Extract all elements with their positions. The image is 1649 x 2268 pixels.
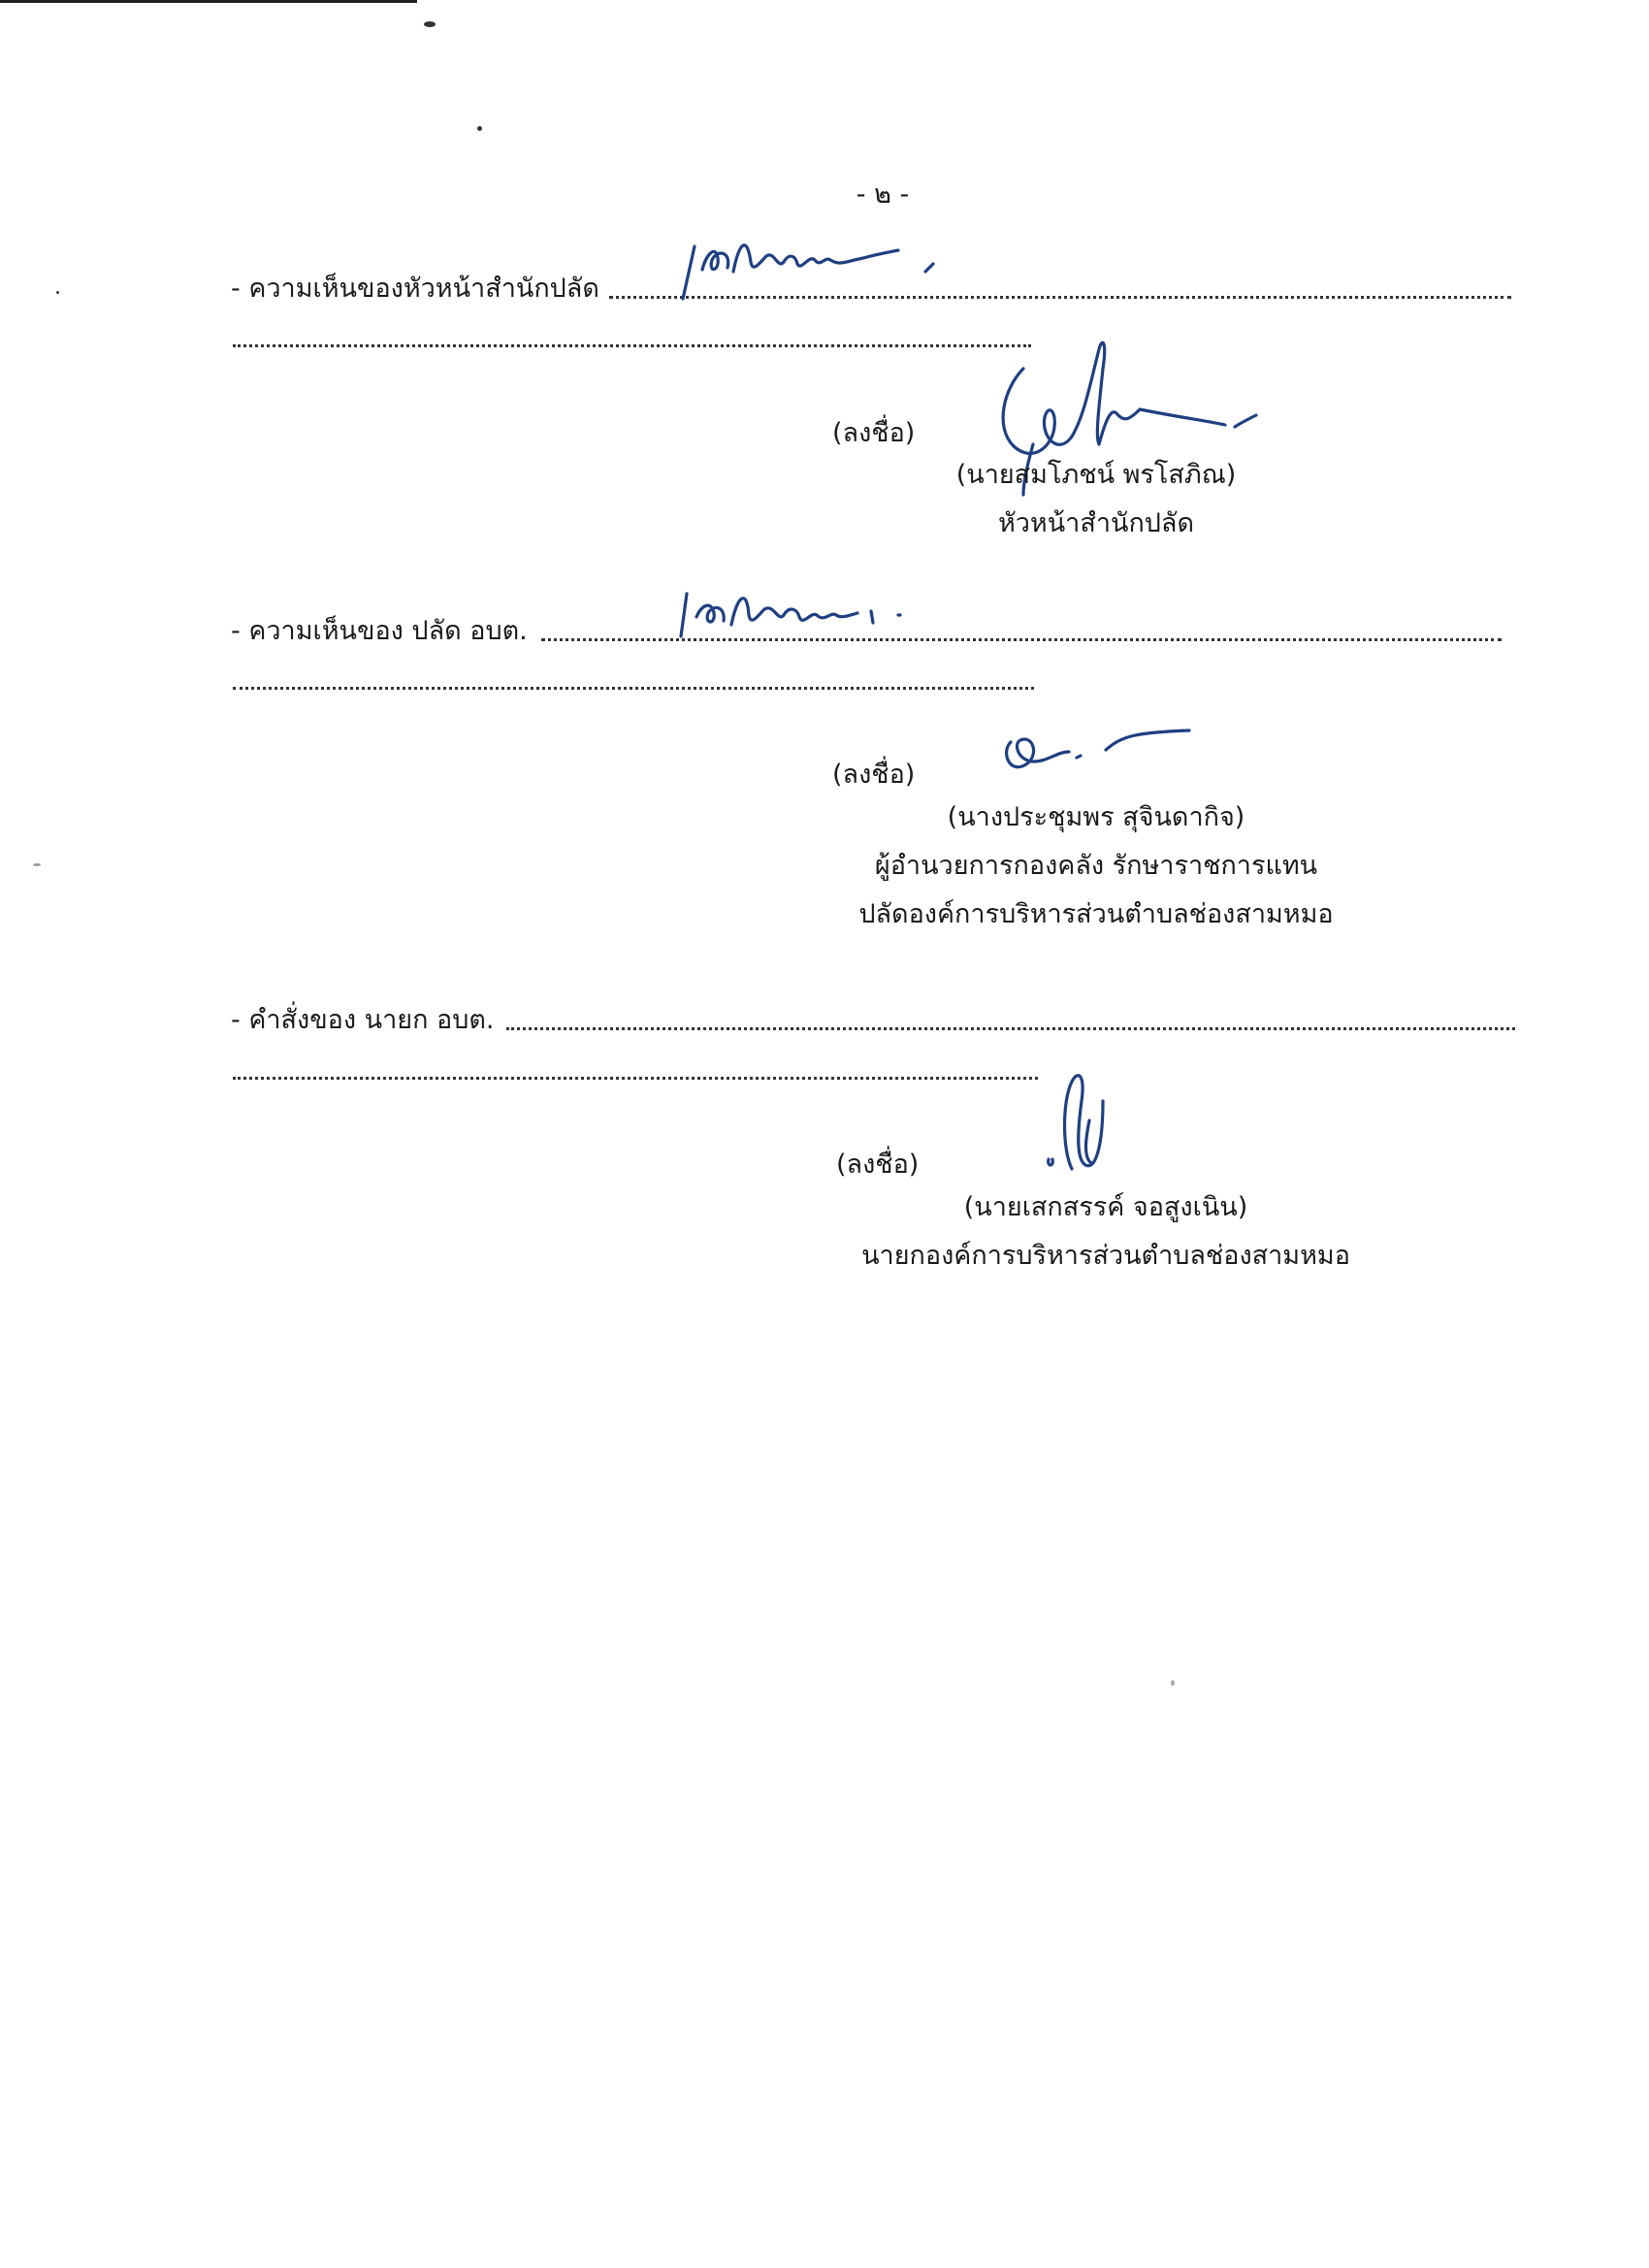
signatory-position: ผู้อำนวยการกองคลัง รักษาราชการแทน	[874, 851, 1318, 881]
sign-label: (ลงชื่อ)	[832, 418, 916, 448]
sign-label: (ลงชื่อ)	[836, 1150, 920, 1180]
signatory-name: (นายเสกสรรค์ จอสูงเนิน)	[963, 1192, 1248, 1222]
signatory-position: หัวหน้าสำนักปลัด	[997, 508, 1195, 538]
signature-deputy	[999, 723, 1193, 781]
scan-speck	[33, 863, 41, 866]
comment-label-deputy: - ความเห็นของ ปลัด อบต.	[231, 616, 528, 646]
handwritten-note-2	[669, 572, 999, 650]
signatory-block-2	[854, 794, 1339, 939]
signatory-name: (นายสมโภชน์ พรโสภิณ)	[955, 460, 1237, 490]
signatory-block-3	[854, 1183, 1358, 1280]
signatory-block-1	[892, 451, 1300, 548]
handwritten-note-1	[669, 213, 999, 310]
order-label-mayor: - คำสั่งของ นายก อบต.	[231, 1005, 495, 1035]
page-number: - ๒ -	[856, 179, 910, 210]
signatory-position: นายกองค์การบริหารส่วนตำบลช่องสามหมอ	[861, 1241, 1350, 1271]
order-dotted-line	[506, 1027, 1515, 1030]
sign-label: (ลงชื่อ)	[832, 760, 916, 790]
scan-speck	[477, 126, 482, 131]
signatory-name: (นางประชุมพร สุจินดากิจ)	[947, 802, 1245, 832]
signatory-position: ปลัดองค์การบริหารส่วนตำบลช่องสามหมอ	[858, 899, 1334, 929]
comment-dotted-line	[233, 344, 1031, 347]
comment-dotted-line	[233, 687, 1034, 690]
comment-label-chief-of-office: - ความเห็นของหัวหน้าสำนักปลัด	[231, 274, 599, 304]
scan-speck	[1171, 1680, 1175, 1686]
order-dotted-line	[233, 1077, 1038, 1080]
scan-speck	[424, 21, 436, 27]
scan-speck	[56, 291, 59, 294]
scan-edge	[0, 0, 417, 3]
signature-mayor	[1033, 1062, 1130, 1179]
